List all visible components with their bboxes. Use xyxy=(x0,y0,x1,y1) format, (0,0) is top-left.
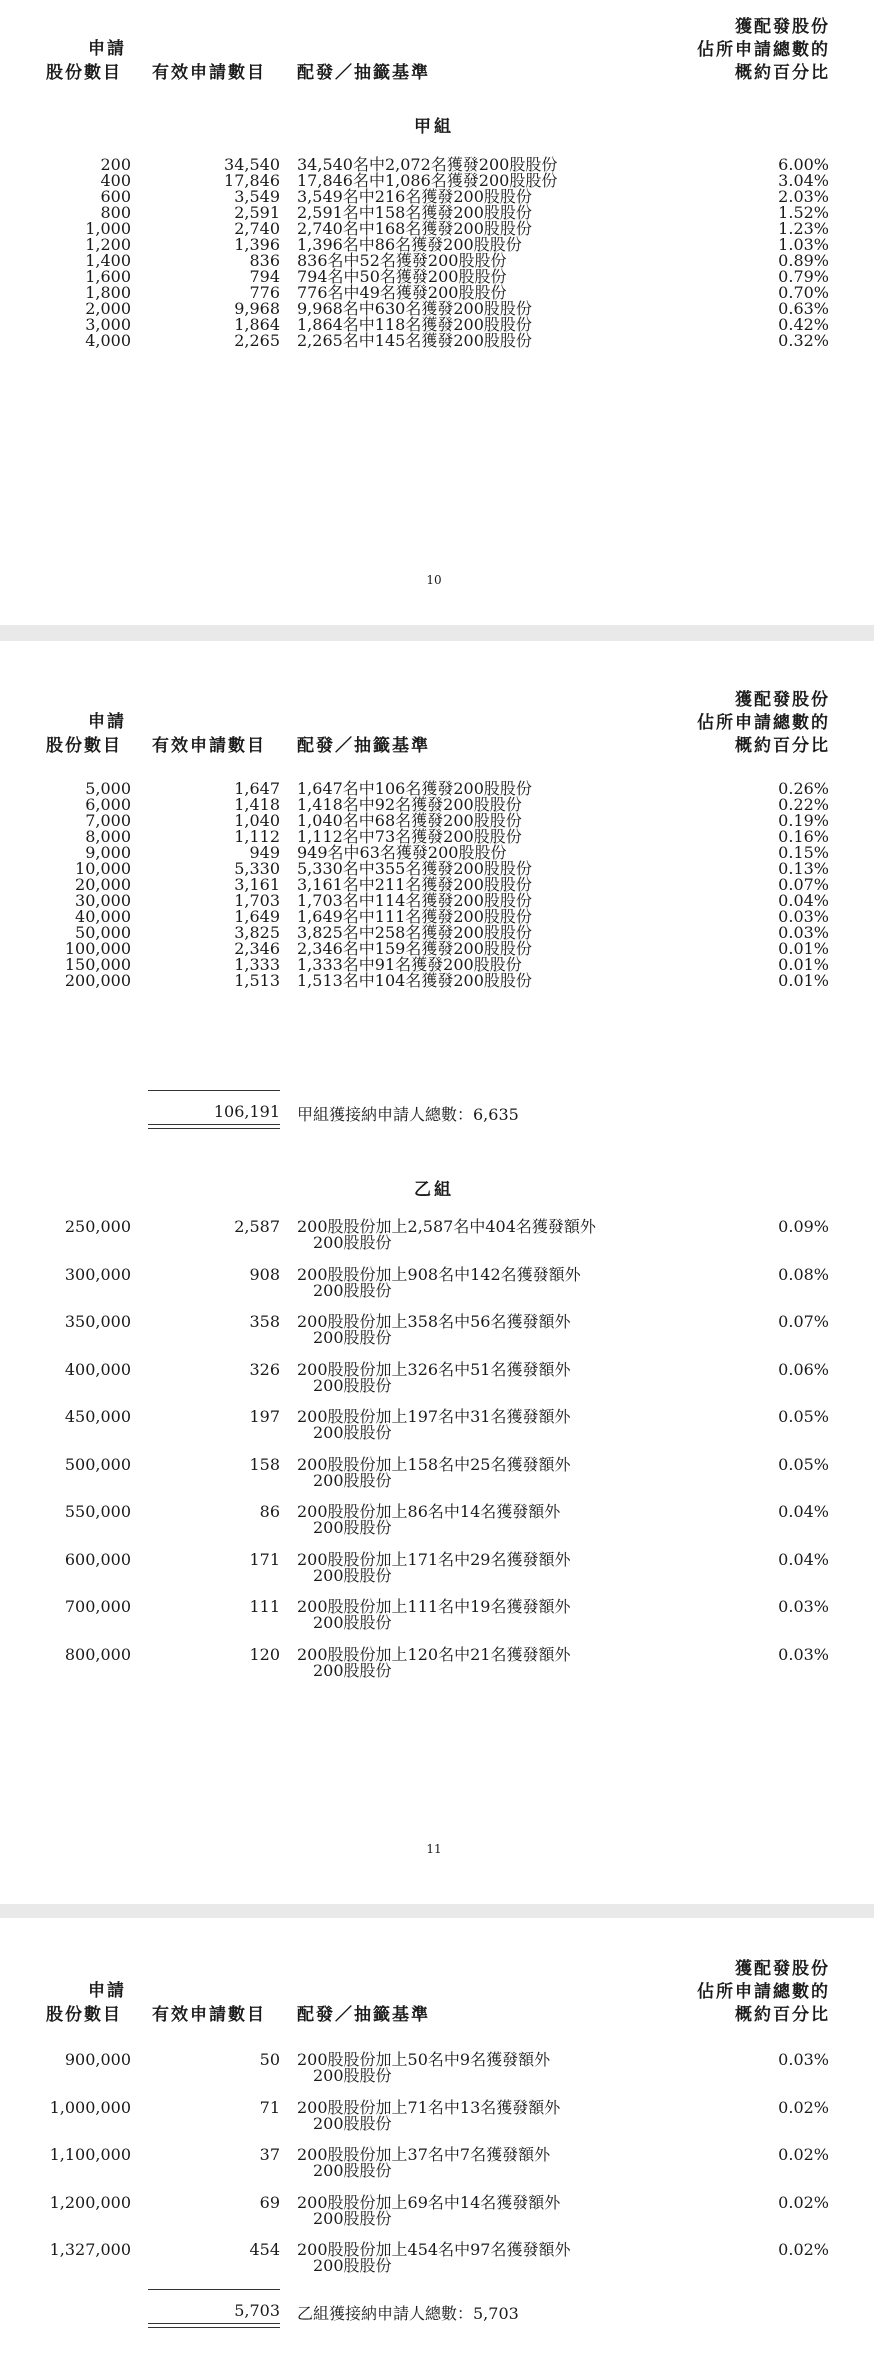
basis-line2: 200股股份 xyxy=(313,1565,392,1585)
cell-allotment-basis xyxy=(297,2147,550,2179)
cell-shares-applied: 200,000 xyxy=(64,971,131,990)
cell-allotment-basis xyxy=(297,2097,561,2133)
basis-line1: 949名中63名獲發200股股份 xyxy=(297,843,507,862)
cell-percentage: 0.07% xyxy=(778,1312,829,1331)
header-shares-line1: 申請 xyxy=(88,1981,126,2001)
cell-shares-applied: 2,000 xyxy=(85,299,131,318)
table-row xyxy=(0,2147,874,2195)
cell-percentage: 0.02% xyxy=(778,2145,829,2164)
table-row xyxy=(0,1599,874,1647)
cell-percentage: 0.01% xyxy=(778,971,829,990)
cell-percentage: 0.26% xyxy=(778,779,829,798)
basis-line1: 17,846名中1,086名獲發200股股份 xyxy=(297,171,558,190)
table-body-group-a-part2 xyxy=(0,781,874,989)
cell-valid-applications: 34,540 xyxy=(224,155,280,174)
total-label-group-b: 乙組獲接納申請人總數：5,703 xyxy=(297,2304,519,2323)
cell-valid-applications: 3,825 xyxy=(234,923,280,942)
cell-allotment-basis xyxy=(297,2052,550,2084)
basis-line1: 794名中50名獲發200股股份 xyxy=(297,267,507,286)
cell-shares-applied: 350,000 xyxy=(64,1312,131,1331)
cell-valid-applications: 908 xyxy=(249,1264,280,1284)
cell-valid-applications: 50 xyxy=(259,2050,280,2069)
basis-line1: 200股股份加上86名中14名獲發額外 xyxy=(297,1502,561,1521)
cell-valid-applications: 2,346 xyxy=(234,939,280,958)
basis-line1: 200股股份加上358名中56名獲發額外 xyxy=(297,1312,571,1331)
cell-valid-applications: 1,396 xyxy=(234,235,280,254)
cell-valid-applications: 2,265 xyxy=(234,331,280,350)
cell-shares-applied: 250,000 xyxy=(64,1217,131,1236)
group-title-b: 乙組 xyxy=(414,1180,454,1200)
cell-valid-applications: 1,333 xyxy=(234,955,280,974)
cell-shares-applied: 8,000 xyxy=(85,827,131,846)
cell-valid-applications: 3,549 xyxy=(234,187,280,206)
page-number: 11 xyxy=(426,1842,442,1856)
cell-valid-applications: 1,513 xyxy=(234,971,280,990)
cell-valid-applications: 1,647 xyxy=(234,779,280,798)
cell-percentage: 0.42% xyxy=(778,315,829,334)
cell-shares-applied: 900,000 xyxy=(64,2050,131,2069)
basis-line2: 200股股份 xyxy=(313,1518,392,1537)
basis-line1: 1,112名中73名獲發200股股份 xyxy=(297,827,522,846)
cell-shares-applied: 10,000 xyxy=(75,859,131,878)
cell-shares-applied: 20,000 xyxy=(75,875,131,894)
cell-valid-applications: 9,968 xyxy=(234,299,280,318)
cell-valid-applications: 3,161 xyxy=(234,875,280,894)
cell-percentage: 0.03% xyxy=(778,2050,829,2069)
cell-percentage: 0.06% xyxy=(778,1359,829,1379)
basis-line2: 200股股份 xyxy=(313,2208,392,2228)
table-header xyxy=(0,12,874,92)
cell-valid-applications: 171 xyxy=(249,1549,280,1569)
cell-valid-applications: 1,040 xyxy=(234,811,280,830)
cell-percentage: 2.03% xyxy=(778,187,829,206)
cell-shares-applied: 450,000 xyxy=(64,1407,131,1426)
cell-percentage: 0.79% xyxy=(778,267,829,286)
cell-shares-applied: 400 xyxy=(100,171,131,190)
basis-line2: 200股股份 xyxy=(313,2161,392,2180)
total-rule-bottom xyxy=(148,2323,280,2328)
basis-line1: 1,703名中114名獲發200股股份 xyxy=(297,891,532,910)
cell-allotment-basis xyxy=(297,973,532,989)
cell-percentage: 1.23% xyxy=(778,219,829,238)
cell-valid-applications: 776 xyxy=(249,283,280,302)
total-label-group-a: 甲組獲接納申請人總數：6,635 xyxy=(297,1105,519,1124)
basis-line1: 2,591名中158名獲發200股股份 xyxy=(297,203,532,222)
cell-percentage: 0.16% xyxy=(778,827,829,846)
table-row xyxy=(0,2192,874,2243)
cell-allotment-basis xyxy=(297,1409,570,1441)
header-pct-line3: 概約百分比 xyxy=(735,736,830,756)
cell-shares-applied: 1,200 xyxy=(85,235,131,254)
basis-line1: 200股股份加上50名中9名獲發額外 xyxy=(297,2050,551,2069)
basis-line1: 2,740名中168名獲發200股股份 xyxy=(297,219,532,238)
total-valid-group-b: 5,703 xyxy=(234,2301,280,2320)
cell-percentage: 0.08% xyxy=(778,1264,829,1284)
total-row-group-a xyxy=(0,1090,874,1124)
cell-allotment-basis xyxy=(297,2242,570,2274)
cell-valid-applications: 2,587 xyxy=(234,1217,280,1236)
cell-percentage: 3.04% xyxy=(778,171,829,190)
basis-line2: 200股股份 xyxy=(313,1613,392,1632)
header-shares-line1: 申請 xyxy=(88,712,126,732)
basis-line1: 34,540名中2,072名獲發200股股份 xyxy=(297,155,558,174)
cell-valid-applications: 2,591 xyxy=(234,203,280,222)
cell-valid-applications: 69 xyxy=(259,2192,280,2212)
cell-allotment-basis xyxy=(297,1644,571,1680)
cell-shares-applied: 1,100,000 xyxy=(49,2145,131,2164)
header-pct-line1: 獲配發股份 xyxy=(735,690,830,710)
basis-line1: 200股股份加上908名中142名獲發額外 xyxy=(297,1264,581,1284)
cell-valid-applications: 836 xyxy=(249,251,280,270)
cell-percentage: 0.02% xyxy=(778,2240,829,2259)
cell-percentage: 0.05% xyxy=(778,1407,829,1426)
header-shares-line2: 股份數目 xyxy=(46,2005,122,2025)
cell-shares-applied: 150,000 xyxy=(64,955,131,974)
cell-percentage: 0.01% xyxy=(778,955,829,974)
basis-line1: 1,513名中104名獲發200股股份 xyxy=(297,971,532,990)
cell-shares-applied: 6,000 xyxy=(85,795,131,814)
basis-line1: 2,265名中145名獲發200股股份 xyxy=(297,331,532,350)
header-pct-line1: 獲配發股份 xyxy=(735,1959,830,1979)
cell-percentage: 1.03% xyxy=(778,235,829,254)
cell-valid-applications: 949 xyxy=(249,843,280,862)
basis-line1: 200股股份加上37名中7名獲發額外 xyxy=(297,2145,551,2164)
header-allotment-basis: 配發／抽籤基準 xyxy=(297,736,430,756)
cell-percentage: 0.02% xyxy=(778,2192,829,2212)
cell-percentage: 0.22% xyxy=(778,795,829,814)
header-pct-line1: 獲配發股份 xyxy=(735,17,830,37)
cell-percentage: 6.00% xyxy=(778,155,829,174)
basis-line1: 200股股份加上111名中19名獲發額外 xyxy=(297,1597,571,1616)
cell-percentage: 0.03% xyxy=(778,907,829,926)
cell-shares-applied: 1,800 xyxy=(85,283,131,302)
basis-line1: 9,968名中630名獲發200股股份 xyxy=(297,299,532,318)
table-row xyxy=(0,2052,874,2100)
total-rule-bottom xyxy=(148,1124,280,1129)
basis-line1: 3,549名中216名獲發200股股份 xyxy=(297,187,532,206)
table-row xyxy=(0,1409,874,1457)
cell-valid-applications: 86 xyxy=(259,1502,280,1521)
basis-line1: 1,333名中91名獲發200股股份 xyxy=(297,955,522,974)
document-page-12 xyxy=(0,1918,874,2357)
basis-line2: 200股股份 xyxy=(313,2256,392,2275)
cell-percentage: 0.63% xyxy=(778,299,829,318)
cell-valid-applications: 197 xyxy=(249,1407,280,1426)
header-valid-applications: 有效申請數目 xyxy=(152,736,266,756)
group-title-a: 甲組 xyxy=(414,117,454,137)
cell-percentage: 0.01% xyxy=(778,939,829,958)
header-valid-applications: 有效申請數目 xyxy=(152,2005,266,2025)
basis-line1: 3,161名中211名獲發200股股份 xyxy=(297,875,532,894)
basis-line2: 200股股份 xyxy=(313,1423,392,1442)
total-valid-group-a: 106,191 xyxy=(213,1102,280,1121)
header-pct-line2: 佔所申請總數的 xyxy=(697,1982,830,2002)
cell-shares-applied: 600,000 xyxy=(64,1549,131,1569)
table-row xyxy=(0,2097,874,2148)
table-row xyxy=(0,1359,874,1410)
header-shares-line2: 股份數目 xyxy=(46,736,122,756)
cell-allotment-basis xyxy=(297,1599,570,1631)
cell-valid-applications: 1,703 xyxy=(234,891,280,910)
basis-line1: 1,396名中86名獲發200股股份 xyxy=(297,235,522,254)
document-page-10 xyxy=(0,0,874,625)
basis-line1: 200股股份加上171名中29名獲發額外 xyxy=(297,1549,571,1569)
cell-allotment-basis xyxy=(297,1314,570,1346)
cell-shares-applied: 40,000 xyxy=(75,907,131,926)
basis-line1: 5,330名中355名獲發200股股份 xyxy=(297,859,532,878)
table-row xyxy=(0,1264,874,1315)
basis-line2: 200股股份 xyxy=(313,2113,392,2133)
basis-line1: 200股股份加上197名中31名獲發額外 xyxy=(297,1407,571,1426)
cell-allotment-basis xyxy=(297,1454,571,1490)
cell-percentage: 0.05% xyxy=(778,1454,829,1474)
total-rule-top xyxy=(148,1090,280,1091)
cell-shares-applied: 1,000 xyxy=(85,219,131,238)
cell-shares-applied: 7,000 xyxy=(85,811,131,830)
header-pct-line2: 佔所申請總數的 xyxy=(697,713,830,733)
cell-valid-applications: 71 xyxy=(259,2097,280,2117)
cell-shares-applied: 700,000 xyxy=(64,1597,131,1616)
basis-line1: 200股股份加上158名中25名獲發額外 xyxy=(297,1454,571,1474)
table-header xyxy=(0,1954,874,2034)
total-row-group-b xyxy=(0,2289,874,2323)
basis-line2: 200股股份 xyxy=(313,1328,392,1347)
cell-percentage: 0.03% xyxy=(778,1597,829,1616)
basis-line2: 200股股份 xyxy=(313,1280,392,1300)
cell-shares-applied: 9,000 xyxy=(85,843,131,862)
cell-shares-applied: 50,000 xyxy=(75,923,131,942)
table-body-group-b-part1 xyxy=(0,1219,874,1694)
basis-line1: 3,825名中258名獲發200股股份 xyxy=(297,923,532,942)
cell-shares-applied: 600 xyxy=(100,187,131,206)
basis-line1: 200股股份加上2,587名中404名獲發額外 xyxy=(297,1217,596,1236)
header-allotment-basis: 配發／抽籤基準 xyxy=(297,2005,430,2025)
cell-percentage: 0.19% xyxy=(778,811,829,830)
basis-line1: 2,346名中159名獲發200股股份 xyxy=(297,939,532,958)
cell-percentage: 0.13% xyxy=(778,859,829,878)
cell-allotment-basis xyxy=(297,1359,571,1395)
cell-percentage: 0.70% xyxy=(778,283,829,302)
cell-shares-applied: 30,000 xyxy=(75,891,131,910)
cell-valid-applications: 794 xyxy=(249,267,280,286)
cell-allotment-basis xyxy=(297,1549,571,1585)
table-row xyxy=(0,1644,874,1695)
cell-shares-applied: 200 xyxy=(100,155,131,174)
cell-valid-applications: 358 xyxy=(249,1312,280,1331)
cell-valid-applications: 37 xyxy=(259,2145,280,2164)
cell-allotment-basis xyxy=(297,2192,561,2228)
cell-shares-applied: 5,000 xyxy=(85,779,131,798)
cell-percentage: 0.04% xyxy=(778,1502,829,1521)
cell-percentage: 0.03% xyxy=(778,923,829,942)
table-row xyxy=(0,1549,874,1600)
cell-allotment-basis xyxy=(297,1264,581,1300)
header-shares-line1: 申請 xyxy=(88,39,126,59)
table-header xyxy=(0,685,874,765)
cell-shares-applied: 800 xyxy=(100,203,131,222)
cell-percentage: 0.03% xyxy=(778,1644,829,1664)
page-number: 10 xyxy=(426,573,442,587)
cell-shares-applied: 300,000 xyxy=(64,1264,131,1284)
basis-line1: 200股股份加上454名中97名獲發額外 xyxy=(297,2240,571,2259)
cell-shares-applied: 1,600 xyxy=(85,267,131,286)
cell-percentage: 0.32% xyxy=(778,331,829,350)
table-row xyxy=(0,1314,874,1362)
basis-line1: 1,864名中118名獲發200股股份 xyxy=(297,315,532,334)
cell-percentage: 0.04% xyxy=(778,891,829,910)
basis-line1: 1,649名中111名獲發200股股份 xyxy=(297,907,532,926)
cell-valid-applications: 1,418 xyxy=(234,795,280,814)
document-page-11 xyxy=(0,641,874,1904)
header-valid-applications: 有效申請數目 xyxy=(152,63,266,83)
basis-line1: 200股股份加上71名中13名獲發額外 xyxy=(297,2097,561,2117)
cell-valid-applications: 158 xyxy=(249,1454,280,1474)
cell-valid-applications: 17,846 xyxy=(224,171,280,190)
cell-percentage: 0.02% xyxy=(778,2097,829,2117)
table-row xyxy=(0,973,874,989)
basis-line2: 200股股份 xyxy=(313,1470,392,1490)
basis-line1: 200股股份加上69名中14名獲發額外 xyxy=(297,2192,561,2212)
table-row xyxy=(0,1219,874,1267)
cell-shares-applied: 4,000 xyxy=(85,331,131,350)
table-body-group-a-part1 xyxy=(0,157,874,349)
cell-shares-applied: 1,200,000 xyxy=(49,2192,131,2212)
table-body-group-b-part2 xyxy=(0,2052,874,2290)
basis-line1: 836名中52名獲發200股股份 xyxy=(297,251,507,270)
basis-line2: 200股股份 xyxy=(313,1375,392,1395)
header-pct-line2: 佔所申請總數的 xyxy=(697,40,830,60)
basis-line1: 776名中49名獲發200股股份 xyxy=(297,283,507,302)
basis-line2: 200股股份 xyxy=(313,1233,392,1252)
cell-shares-applied: 1,000,000 xyxy=(49,2097,131,2117)
table-row xyxy=(0,1504,874,1552)
basis-line1: 200股股份加上120名中21名獲發額外 xyxy=(297,1644,571,1664)
header-shares-line2: 股份數目 xyxy=(46,63,122,83)
cell-percentage: 0.04% xyxy=(778,1549,829,1569)
cell-allotment-basis xyxy=(297,1504,560,1536)
basis-line1: 200股股份加上326名中51名獲發額外 xyxy=(297,1359,571,1379)
cell-valid-applications: 326 xyxy=(249,1359,280,1379)
header-pct-line3: 概約百分比 xyxy=(735,2005,830,2025)
cell-shares-applied: 400,000 xyxy=(64,1359,131,1379)
cell-shares-applied: 1,400 xyxy=(85,251,131,270)
cell-percentage: 0.15% xyxy=(778,843,829,862)
cell-shares-applied: 1,327,000 xyxy=(49,2240,131,2259)
cell-valid-applications: 1,649 xyxy=(234,907,280,926)
cell-valid-applications: 454 xyxy=(249,2240,280,2259)
table-row xyxy=(0,333,874,349)
basis-line1: 1,040名中68名獲發200股股份 xyxy=(297,811,522,830)
header-pct-line3: 概約百分比 xyxy=(735,63,830,83)
cell-valid-applications: 5,330 xyxy=(234,859,280,878)
cell-percentage: 0.09% xyxy=(778,1217,829,1236)
cell-shares-applied: 100,000 xyxy=(64,939,131,958)
cell-shares-applied: 500,000 xyxy=(64,1454,131,1474)
table-row xyxy=(0,2242,874,2290)
cell-allotment-basis xyxy=(297,1219,596,1251)
header-allotment-basis: 配發／抽籤基準 xyxy=(297,63,430,83)
cell-valid-applications: 111 xyxy=(249,1597,280,1616)
cell-valid-applications: 120 xyxy=(249,1644,280,1664)
cell-allotment-basis xyxy=(297,333,532,349)
cell-valid-applications: 2,740 xyxy=(234,219,280,238)
basis-line2: 200股股份 xyxy=(313,2066,392,2085)
cell-valid-applications: 1,864 xyxy=(234,315,280,334)
cell-shares-applied: 800,000 xyxy=(64,1644,131,1664)
table-row xyxy=(0,1454,874,1505)
cell-percentage: 0.89% xyxy=(778,251,829,270)
cell-shares-applied: 550,000 xyxy=(64,1502,131,1521)
cell-percentage: 0.07% xyxy=(778,875,829,894)
cell-shares-applied: 3,000 xyxy=(85,315,131,334)
basis-line1: 1,647名中106名獲發200股股份 xyxy=(297,779,532,798)
total-rule-top xyxy=(148,2289,280,2290)
basis-line1: 1,418名中92名獲發200股股份 xyxy=(297,795,522,814)
cell-valid-applications: 1,112 xyxy=(234,827,280,846)
cell-percentage: 1.52% xyxy=(778,203,829,222)
basis-line2: 200股股份 xyxy=(313,1660,392,1680)
